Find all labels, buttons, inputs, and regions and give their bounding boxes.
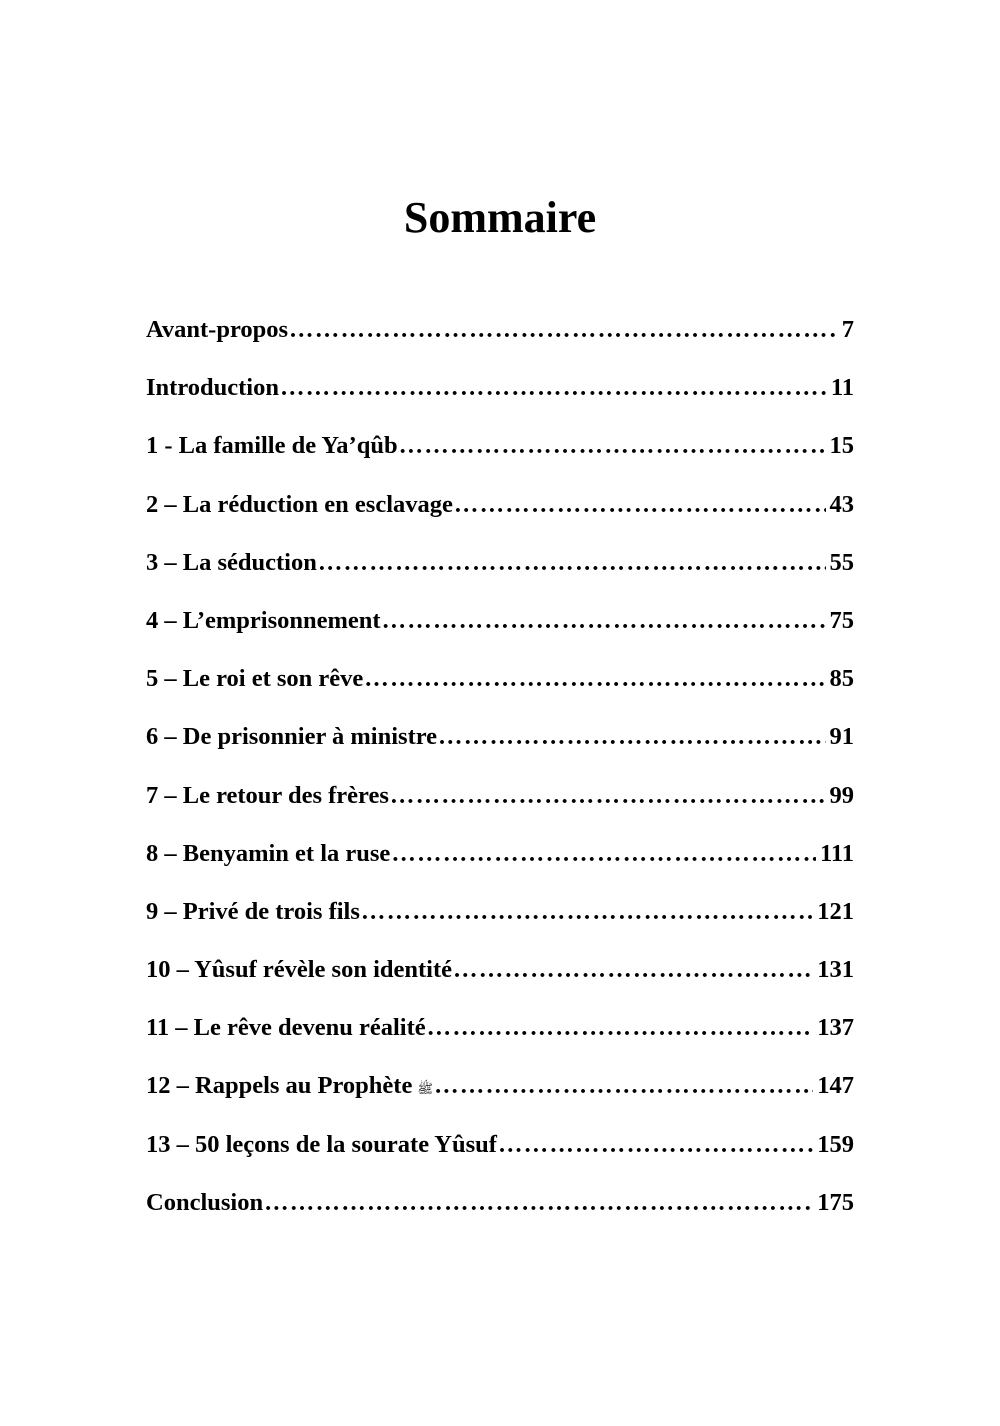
toc-entry-page: 111 xyxy=(819,839,854,867)
dot-leader xyxy=(264,1183,813,1223)
toc-entry-label: 7 – Le retour des frères xyxy=(146,781,389,809)
toc-entry[interactable] xyxy=(146,601,854,659)
toc-entry-label: 1 - La famille de Ya’qûb xyxy=(146,432,398,460)
toc-entry-label: 2 – La réduction en esclavage xyxy=(146,490,453,518)
toc-entry-page: 7 xyxy=(841,316,854,343)
dot-leader xyxy=(438,717,825,757)
toc-entry-page: 121 xyxy=(817,897,854,925)
toc-entry[interactable] xyxy=(146,1183,854,1241)
toc-entry-label: 12 – Rappels au Prophète xyxy=(146,1072,413,1100)
toc-entry-label: 9 – Privé de trois fils xyxy=(146,897,360,925)
toc-entry-label: 10 – Yûsuf révèle son identité xyxy=(146,956,452,984)
salawat-honorific-icon: ﷺ xyxy=(417,1081,434,1097)
dot-leader xyxy=(391,834,816,874)
toc-entry-label: 8 – Benyamin et la ruse xyxy=(146,839,391,867)
dot-leader xyxy=(289,310,838,350)
toc-entry-page: 159 xyxy=(817,1130,854,1158)
toc-entry-page: 55 xyxy=(829,548,854,576)
dot-leader xyxy=(280,368,827,408)
table-of-contents xyxy=(146,310,854,1241)
toc-entry-page: 11 xyxy=(830,374,854,402)
toc-entry-label: Avant-propos xyxy=(146,316,289,343)
dot-leader xyxy=(427,1008,814,1048)
toc-entry[interactable] xyxy=(146,310,854,368)
toc-entry-label: 11 – Le rêve devenu réalité xyxy=(146,1014,426,1042)
toc-entry-page: 147 xyxy=(817,1072,854,1100)
toc-entry[interactable] xyxy=(146,659,854,717)
toc-entry-page: 15 xyxy=(829,432,854,460)
toc-entry-page: 91 xyxy=(829,723,854,751)
toc-entry-label: Introduction xyxy=(146,374,279,402)
toc-entry-page: 175 xyxy=(817,1188,854,1216)
toc-entry-label: 5 – Le roi et son rêve xyxy=(146,665,364,693)
toc-entry[interactable] xyxy=(146,834,854,892)
dot-leader xyxy=(382,601,826,641)
toc-entry-page: 99 xyxy=(829,781,854,809)
toc-entry[interactable] xyxy=(146,717,854,775)
toc-entry-label: 13 – 50 leçons de la sourate Yûsuf xyxy=(146,1130,497,1158)
toc-entry-page: 137 xyxy=(817,1014,854,1042)
toc-entry-page: 75 xyxy=(829,606,854,634)
toc-entry[interactable] xyxy=(146,892,854,950)
toc-entry-page: 131 xyxy=(817,956,854,984)
dot-leader xyxy=(318,543,826,583)
toc-entry-page: 43 xyxy=(829,490,854,518)
toc-entry-label: 4 – L’emprisonnement xyxy=(146,606,381,634)
toc-entry[interactable] xyxy=(146,368,854,426)
toc-entry-label: 6 – De prisonnier à ministre xyxy=(146,723,438,751)
dot-leader xyxy=(434,1066,813,1106)
dot-leader xyxy=(399,426,826,466)
toc-entry[interactable] xyxy=(146,950,854,1008)
dot-leader xyxy=(498,1125,813,1165)
toc-entry[interactable] xyxy=(146,426,854,484)
dot-leader xyxy=(364,659,825,699)
toc-entry[interactable] xyxy=(146,776,854,834)
toc-entry[interactable] xyxy=(146,1066,854,1124)
page-title: Sommaire xyxy=(403,193,597,242)
toc-entry[interactable] xyxy=(146,1125,854,1183)
dot-leader xyxy=(454,485,826,525)
dot-leader xyxy=(453,950,813,990)
toc-entry-label: Conclusion xyxy=(146,1188,264,1216)
toc-entry[interactable] xyxy=(146,485,854,543)
toc-entry-label: 3 – La séduction xyxy=(146,548,317,576)
dot-leader xyxy=(390,776,826,816)
dot-leader xyxy=(361,892,813,932)
toc-entry-page: 85 xyxy=(829,665,854,693)
toc-entry[interactable] xyxy=(146,543,854,601)
toc-entry[interactable] xyxy=(146,1008,854,1066)
